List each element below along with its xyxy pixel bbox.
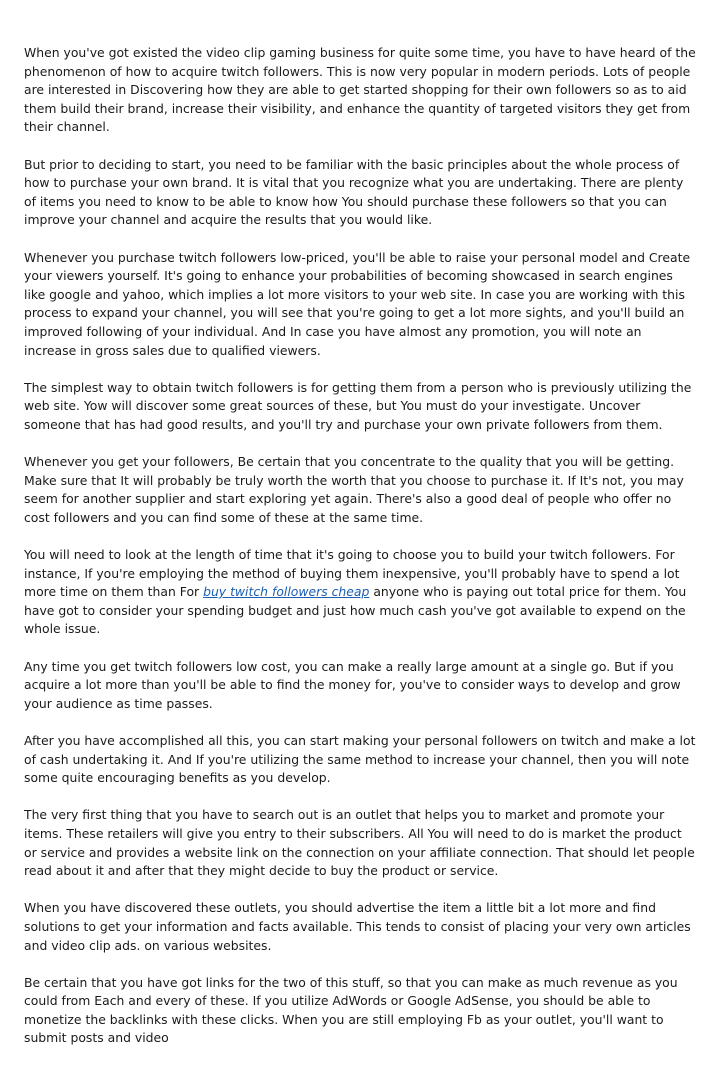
paragraph-7: Any time you get twitch followers low cost, you can make a really large amount at a single go. But if you acquire a lot more than you'll be able to find the money for, you've to consider ways to develop and grow your audience as time passes. [24, 658, 681, 711]
paragraph-4: The simplest way to obtain twitch followers is for getting them from a person who is previously utilizing the web site. Yow will discover some great sources of these, but You must do your investigate. Uncover someone that has had good results, and you'll try and purchase your own private followers from them. [24, 379, 692, 432]
document-page [24, 44, 696, 1067]
paragraph-6-text-after: anyone who is paying out total price for them. You have got to consider your spending budget and just how much cash you've got available to expend on the whole issue. [24, 584, 687, 637]
paragraph-8: After you have accomplished all this, you can start making your personal followers on twitch and make a lot of cash undertaking it. And If you're utilizing the same method to increase your channel, then you will note some quite encouraging benefits as you develop. [24, 732, 696, 786]
paragraph-11: Be certain that you have got links for the two of this stuff, so that you can make as much revenue as you could from Each and every of these. If you utilize AdWords or Google AdSense, you should be able to monetize the backlinks with these clicks. When you are still employing Fb as your outlet, you'll want to submit posts and video [24, 974, 678, 1046]
paragraph-2: But prior to deciding to start, you need to be familiar with the basic principles about the whole process of how to purchase your own brand. It is vital that you recognize what you are undertaking. There are plenty of items you need to know to be able to know how You should purchase these followers so that you can improve your channel and acquire the results that you would like. [24, 156, 684, 228]
paragraph-6-text-before: You will need to look at the length of time that it's going to choose you to build your twitch followers. For instance, If you're employing the method of buying them inexpensive, you'll probably have to spend a lot more time on them than For [24, 547, 680, 600]
paragraph-9: The very first thing that you have to search out is an outlet that helps you to market and promote your items. These retailers will give you entry to their subscribers. All You will need to do is market the product or service and provides a website link on the connection on your affiliate connection. That should let people read about it and after that they might decide to buy the product or service. [24, 807, 695, 879]
paragraph-1: When you've got existed the video clip gaming business for quite some time, you have to have heard of the phenomenon of how to acquire twitch followers. This is now very popular in modern periods. Lots of people are interested in Discovering how they are able to get started shopping for their own followers so as to aid them build their brand, increase their visibility, and enhance the quantity of targeted visitors they get from their channel. [24, 45, 696, 135]
buy-twitch-followers-link[interactable]: buy twitch followers cheap [203, 584, 370, 600]
paragraph-10: When you have discovered these outlets, you should advertise the item a little bit a lot more and find solutions to get your information and facts available. This tends to consist of placing your very own articles and video clip ads. on various websites. [24, 900, 691, 953]
paragraph-5: Whenever you get your followers, Be certain that you concentrate to the quality that you will be getting. Make sure that It will probably be truly worth the worth that you choose to purchase it. If It's not, you may seem for another supplier and start exploring yet again. There's also a good deal of people who offer no cost followers and you can find some of these at the same time. [24, 454, 684, 525]
paragraph-3: Whenever you purchase twitch followers low-priced, you'll be able to raise your personal model and Create your viewers yourself. It's going to enhance your probabilities of becoming showcased in search engines like google and yahoo, which implies a lot more visitors to your web site. In case you are working with this process to expand your channel, you will see that you're going to get a lot more sights, and you'll build an improved following of your individual. And In case you have almost any promotion, you will note an increase in gross sales due to qualified viewers. [24, 249, 691, 358]
paragraph-6 [24, 546, 696, 639]
